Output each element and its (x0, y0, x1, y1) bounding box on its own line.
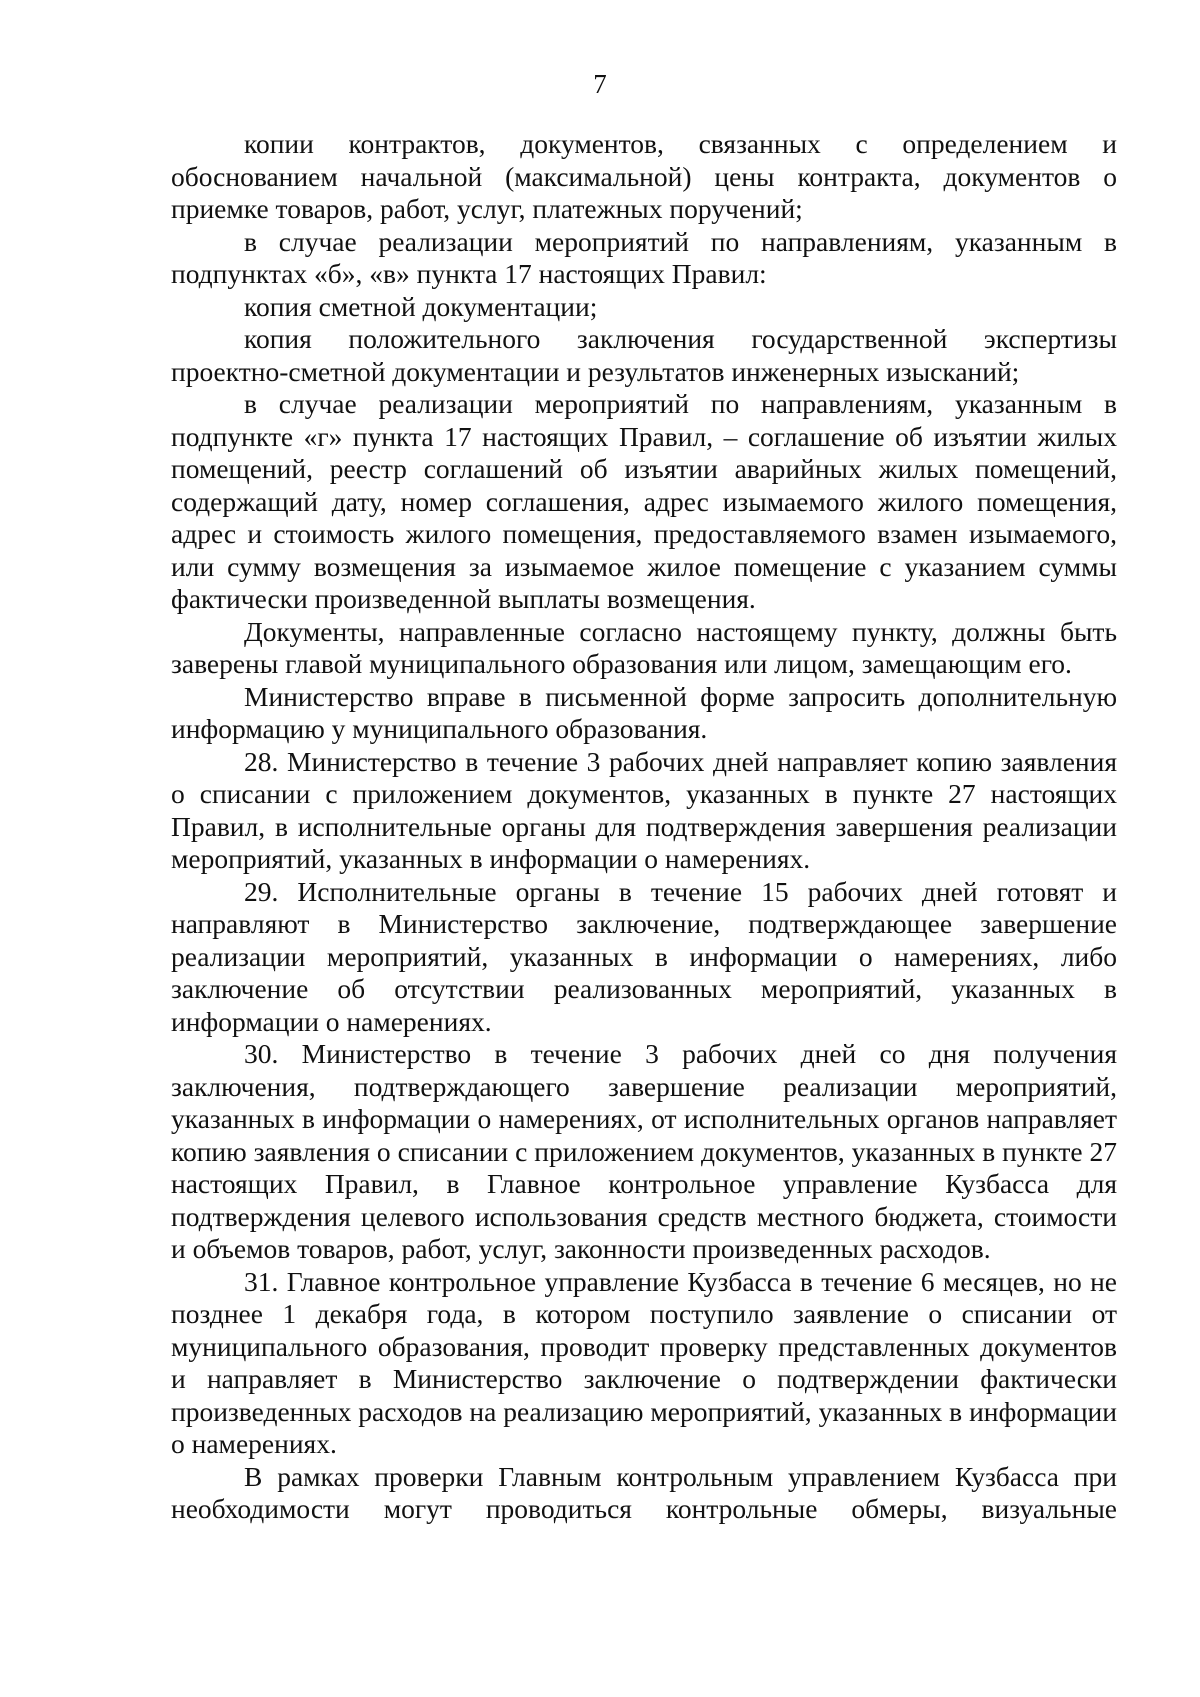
paragraph-expertise-copy: копия положительного заключения государственной экспертизы проектно-сметной документации и результатов инженерных изысканий; (171, 323, 1117, 387)
paragraph-subitem-g: в случае реализации мероприятий по направлениям, указанным в подпункте «г» пункта 17 настоящих Правил, – соглашение об изъятии жилых помещений, реестр соглашений об изъятии аварийных жилых помещений, содержащий дату, номер соглашения, адрес изымаемого жилого помещения, адрес и стоимость жилого помещения, предоставляемого взамен изымаемого, или сумму возмещения за изымаемое жилое помещение с указанием суммы фактически произведенной выплаты возмещения. (171, 388, 1117, 614)
paragraph-item-31: 31. Главное контрольное управление Кузбасса в течение 6 месяцев, но не позднее 1 декабря года, в котором поступило заявление о списании от муниципального образования, проводит проверку представленных документов и направляет в Министерство заключение о подтверждении фактически произведенных расходов на реализацию мероприятий, указанных в информации о намерениях. (171, 1265, 1117, 1459)
paragraph-documents-certified: Документы, направленные согласно настоящему пункту, должны быть заверены главой муниципального образования или лицом, замещающим его. (171, 615, 1117, 679)
paragraph-subitems-b-v: в случае реализации мероприятий по направлениям, указанным в подпунктах «б», «в» пункта 17 настоящих Правил: (171, 225, 1117, 289)
page-number: 7 (593, 69, 607, 99)
paragraph-item-30: 30. Министерство в течение 3 рабочих дней со дня получения заключения, подтверждающего завершение реализации мероприятий, указанных в информации о намерениях, от исполнительных органов направляет копию заявления о списании с приложением документов, указанных в пункте 27 настоящих Правил, в Главное контрольное управление Кузбасса для подтверждения целевого использования средств местного бюджета, стоимости и объемов товаров, работ, услуг, законности произведенных расходов. (171, 1038, 1117, 1264)
paragraph-contract-copies: копии контрактов, документов, связанных с определением и обоснованием начальной (максимальной) цены контракта, документов о приемке товаров, работ, услуг, платежных поручений; (171, 128, 1117, 224)
paragraph-inspection: В рамках проверки Главным контрольным управлением Кузбасса при необходимости могут проводиться контрольные обмеры, визуальные (171, 1460, 1117, 1524)
paragraph-item-29: 29. Исполнительные органы в течение 15 рабочих дней готовят и направляют в Министерство заключение, подтверждающее завершение реализации мероприятий, указанных в информации о намерениях, либо заключение об отсутствии реализованных мероприятий, указанных в информации о намерениях. (171, 875, 1117, 1037)
paragraph-ministry-request: Министерство вправе в письменной форме запросить дополнительную информацию у муниципального образования. (171, 680, 1117, 744)
paragraph-item-28: 28. Министерство в течение 3 рабочих дней направляет копию заявления о списании с приложением документов, указанных в пункте 27 настоящих Правил, в исполнительные органы для подтверждения завершения реализации мероприятий, указанных в информации о намерениях. (171, 745, 1117, 874)
paragraph-estimate-copy: копия сметной документации; (244, 290, 598, 322)
document-body (171, 128, 1117, 1526)
